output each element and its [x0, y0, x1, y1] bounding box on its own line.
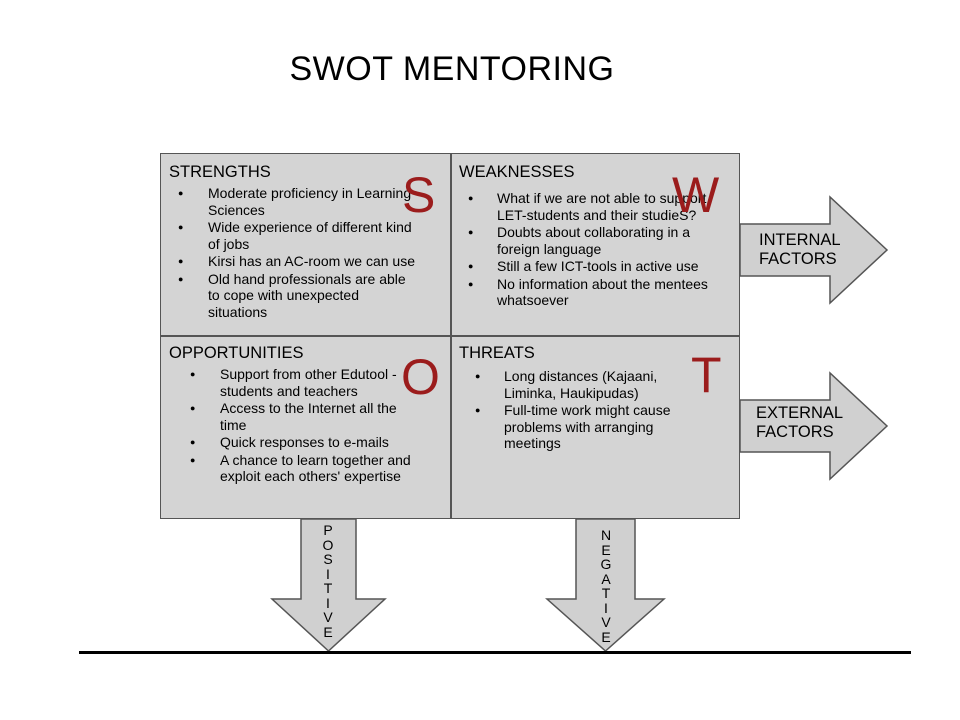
list-item: ● Still a few ICT-tools in active use: [459, 258, 717, 275]
negative-label: N E G A T I V E: [600, 527, 612, 645]
list-item: ● Full-time work might cause problems with arranging meetings: [459, 402, 694, 452]
list-item: ● Old hand professionals are able to cope with unexpected situations: [169, 271, 418, 321]
list-item: ● Wide experience of different kind of jobs: [169, 219, 418, 252]
list-item: ● No information about the mentees whatsoever: [459, 276, 717, 309]
weaknesses-letter: W: [672, 167, 720, 223]
list-item: ● Access to the Internet all the time: [169, 400, 420, 433]
weaknesses-heading: WEAKNESSES: [459, 163, 575, 181]
baseline-divider: [79, 651, 911, 654]
swot-grid: [160, 153, 740, 519]
strengths-heading: STRENGTHS: [169, 163, 271, 181]
external-factors-label: EXTERNAL FACTORS: [756, 404, 844, 441]
list-item: ● Kirsi has an AC-room we can use: [169, 253, 418, 270]
opportunities-heading: OPPORTUNITIES: [169, 344, 304, 362]
internal-factors-label: INTERNAL FACTORS: [759, 231, 841, 268]
threats-letter: T: [691, 347, 722, 403]
positive-label: P O S I T I V E: [322, 522, 334, 640]
list-item: ● Long distances (Kajaani, Liminka, Haukipudas): [459, 368, 694, 401]
strengths-letter: S: [402, 167, 436, 223]
list-item: ● What if we are not able to support LET-students and their studieS?: [459, 190, 717, 223]
list-item: ● Doubts about collaborating in a foreign language: [459, 224, 717, 257]
page-title: SWOT MENTORING: [289, 50, 615, 88]
opportunities-letter: O: [401, 349, 440, 405]
list-item: ● Support from other Edutool -students and teachers: [169, 366, 420, 399]
list-item: ● Quick responses to e-mails: [169, 434, 420, 451]
list-item: ● A chance to learn together and exploit each others' expertise: [169, 452, 420, 485]
list-item: ● Moderate proficiency in Learning Sciences: [169, 185, 418, 218]
threats-heading: THREATS: [459, 344, 535, 362]
